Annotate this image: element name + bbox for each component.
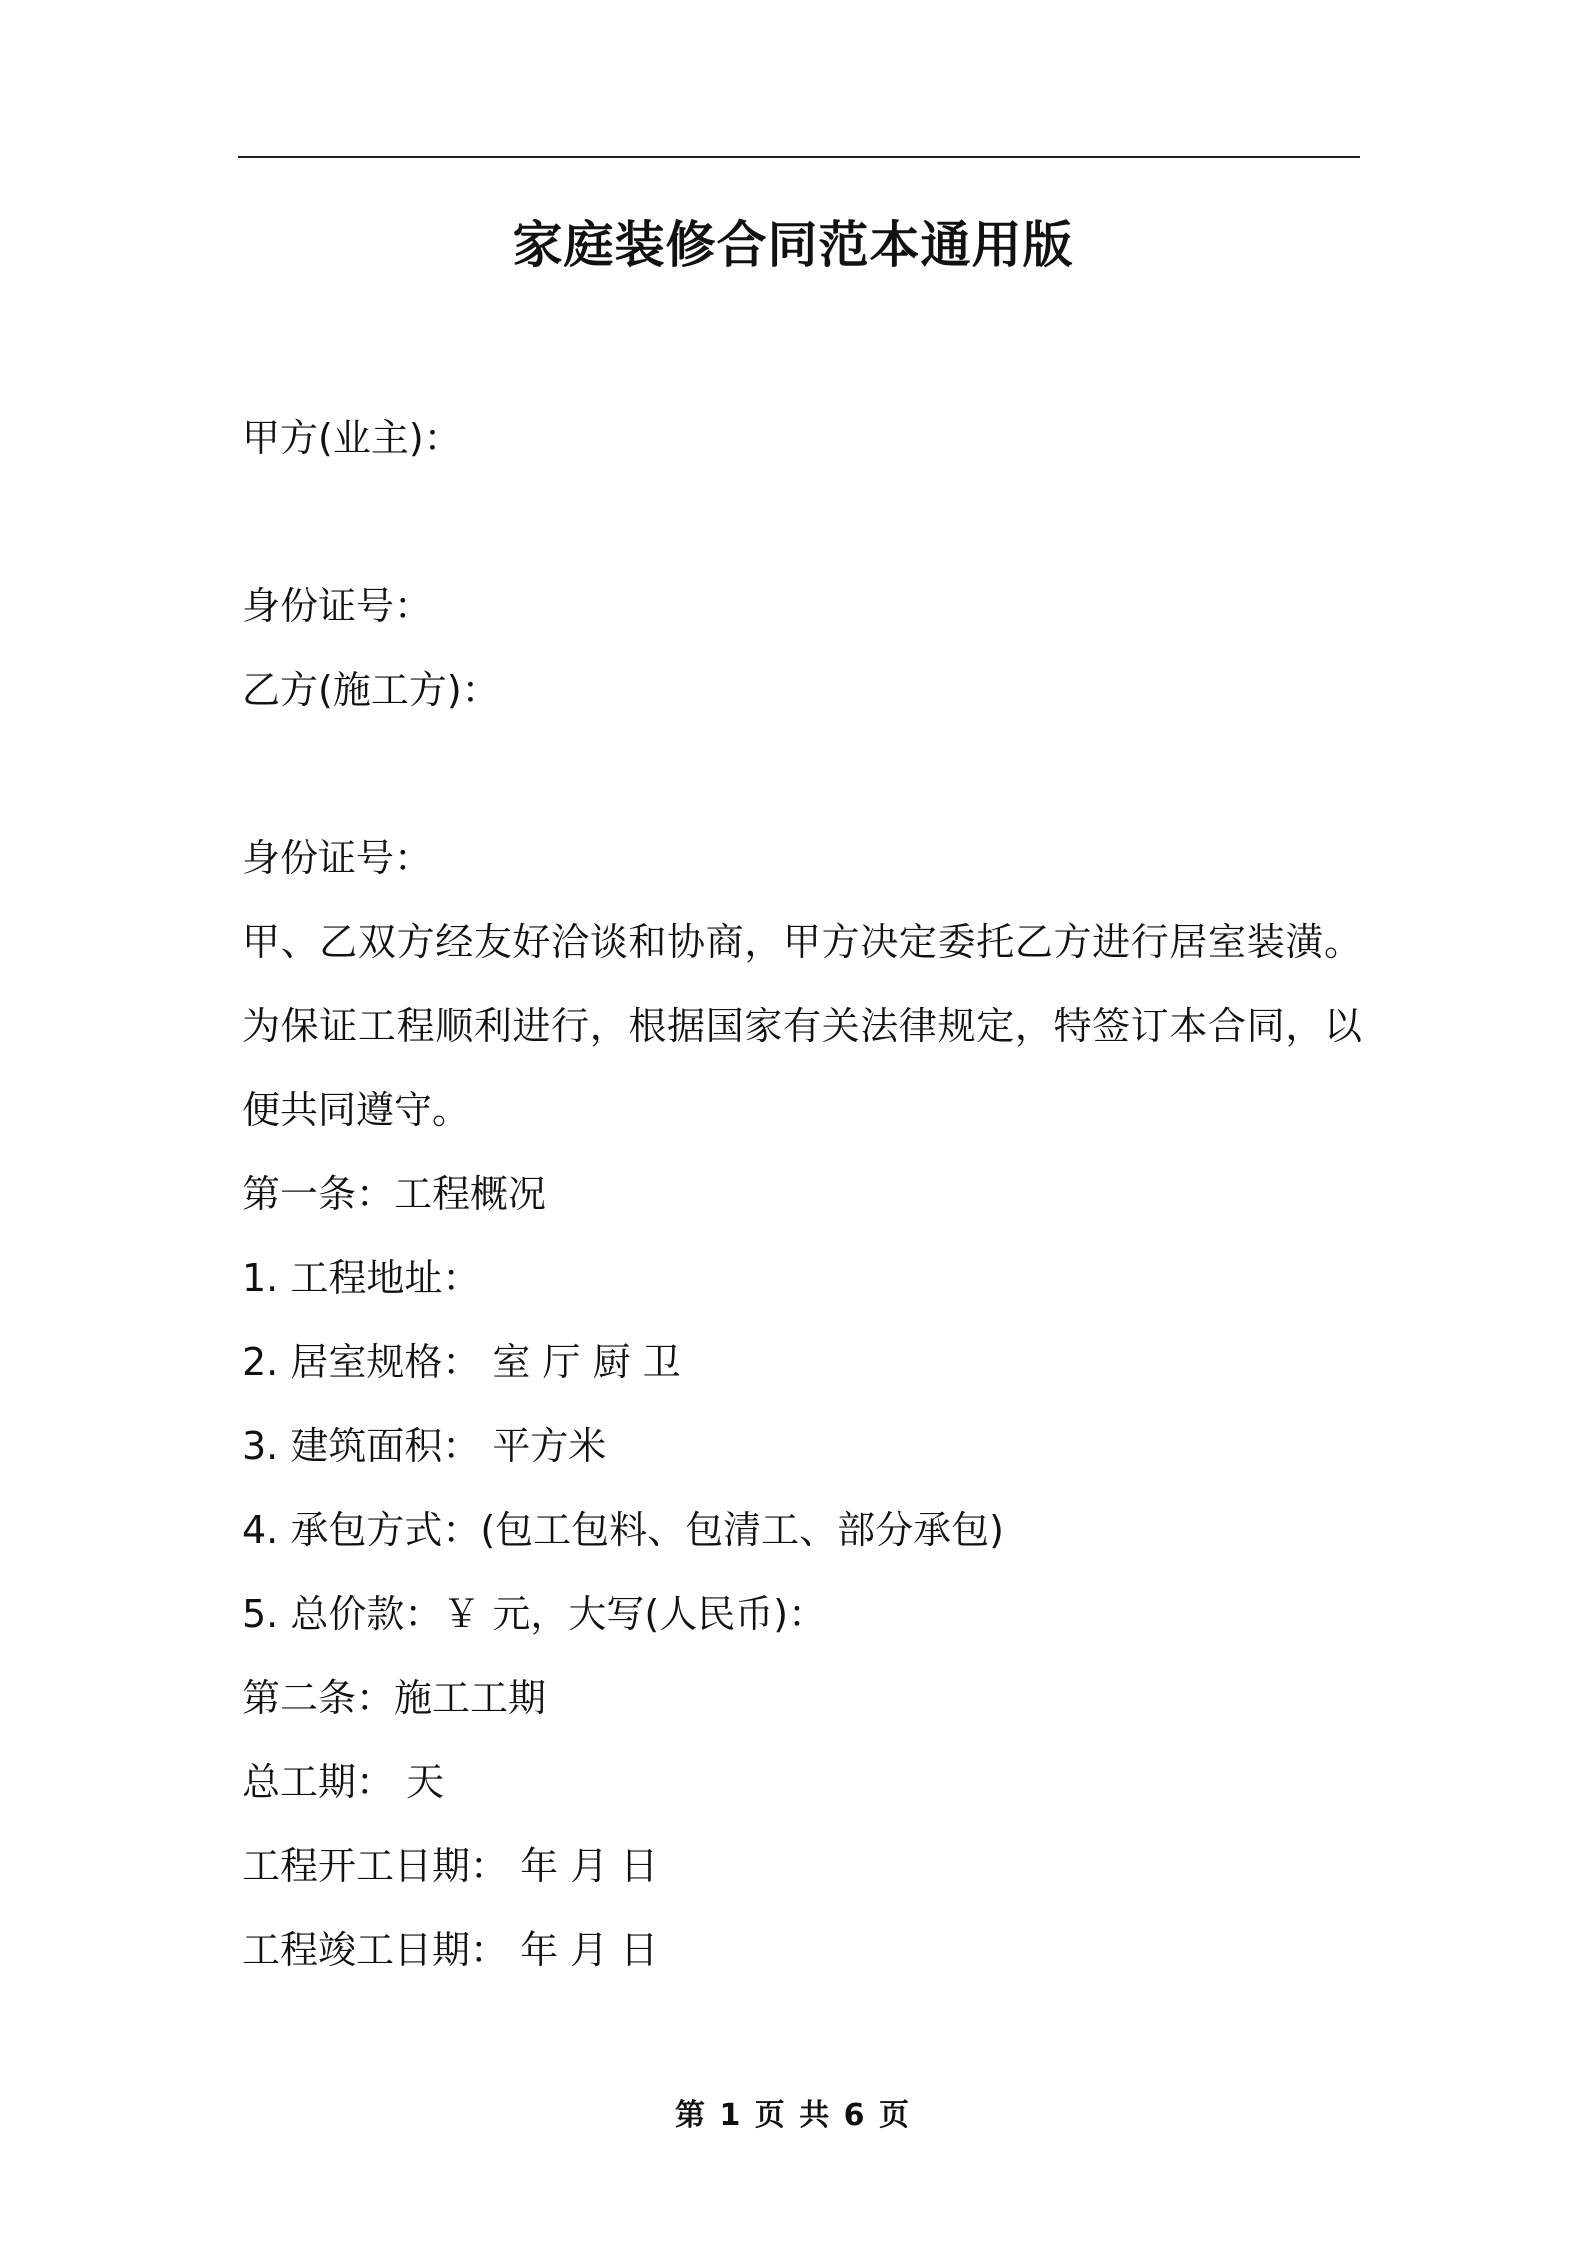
article-1-heading: 第一条：工程概况 — [242, 1172, 547, 1216]
end-date-line: 工程竣工日期： 年 月 日 — [242, 1928, 659, 1972]
item-2-layout: 2. 居室规格： 室 厅 厨 卫 — [242, 1340, 681, 1384]
item-3-area: 3. 建筑面积： 平方米 — [242, 1424, 607, 1468]
document-title: 家庭装修合同范本通用版 — [512, 216, 1074, 274]
header-rule — [238, 156, 1360, 158]
intro-paragraph: 甲、乙双方经友好洽谈和协商，甲方决定委托乙方进行居室装潢。为保证工程顺利进行，根据国家有关法律规定，特签订本合同，以便共同遵守。 — [242, 920, 1362, 1132]
item-5-total-price: 5. 总价款：￥ 元，大写(人民币)： — [242, 1592, 827, 1636]
page-footer: 第 1 页 共 6 页 — [675, 2098, 911, 2133]
party-b-line: 乙方(施工方)： — [242, 668, 500, 712]
item-1-address: 1. 工程地址： — [242, 1256, 481, 1300]
party-a-id-line: 身份证号： — [242, 584, 433, 628]
article-2-heading: 第二条：施工工期 — [242, 1676, 547, 1720]
party-a-line: 甲方(业主)： — [242, 416, 462, 460]
start-date-line: 工程开工日期： 年 月 日 — [242, 1844, 659, 1888]
total-period-line: 总工期： 天 — [242, 1760, 445, 1804]
item-4-contract-type: 4. 承包方式：(包工包料、包清工、部分承包) — [242, 1508, 1004, 1552]
party-b-id-line: 身份证号： — [242, 836, 433, 880]
